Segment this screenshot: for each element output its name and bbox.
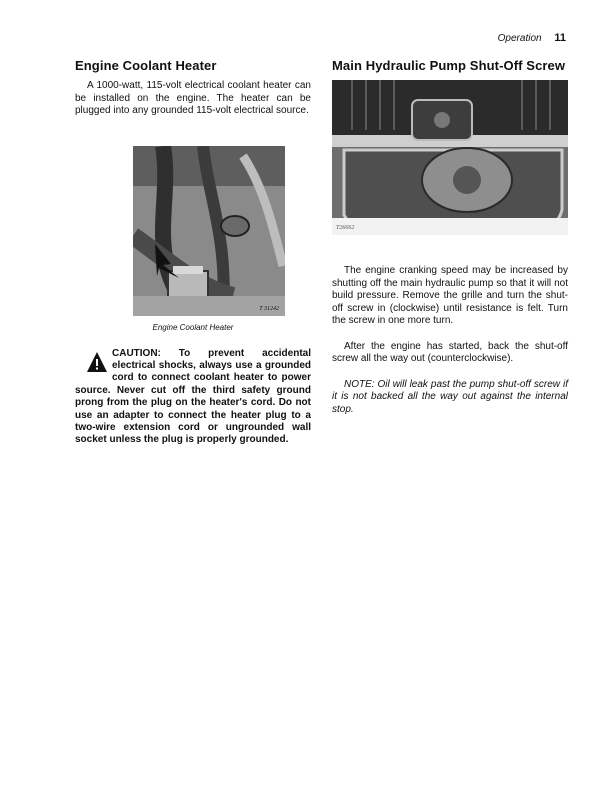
caution-notice — [75, 348, 311, 447]
photo-code-left: T 31242 — [259, 305, 279, 312]
pump-paragraph-1: The engine cranking speed may be increased by shutting off the main hydraulic pump so that it will not build pressure. Remove the grille and turn the shut-off screw in (clockwise) until resistance is felt. Turn the screw in one more turn. — [332, 265, 568, 326]
hydraulic-pump-heading: Main Hydraulic Pump Shut-Off Screw — [332, 58, 566, 73]
left-column — [75, 58, 311, 447]
caution-text: CAUTION: To prevent accidental electrical shocks, always use a grounded cord to connect coolant heater to power source. Never cut off the third safety ground prong from the plug on the heater's cord. Do not use an adapter to connect the heater plug to a two-wire extension cord or ungrounded wall socket unless the plug is properly grounded. — [75, 347, 311, 446]
coolant-heater-heading: Engine Coolant Heater — [75, 58, 217, 73]
pump-note: NOTE: Oil will leak past the pump shut-off screw if it is not backed all the way out against the internal stop. — [332, 378, 568, 415]
pump-instructions — [332, 265, 568, 416]
section-title: Operation — [497, 33, 542, 44]
warning-triangle-icon — [86, 350, 108, 374]
photo-caption: Engine Coolant Heater — [152, 322, 234, 332]
right-column — [332, 58, 568, 416]
coolant-heater-intro: A 1000-watt, 115-volt electrical coolant heater can be installed on the engine. The heater can be plugged into any grounded 115-volt electrical source. — [75, 80, 311, 116]
page-number: 11 — [554, 32, 566, 44]
hydraulic-pump-photo — [332, 80, 568, 235]
page-header — [498, 32, 566, 44]
coolant-heater-photo — [133, 146, 285, 316]
pump-paragraph-2: After the engine has started, back the shut-off screw all the way out (counterclockwise). — [332, 340, 568, 364]
photo-code-right: T26662 — [336, 225, 355, 231]
